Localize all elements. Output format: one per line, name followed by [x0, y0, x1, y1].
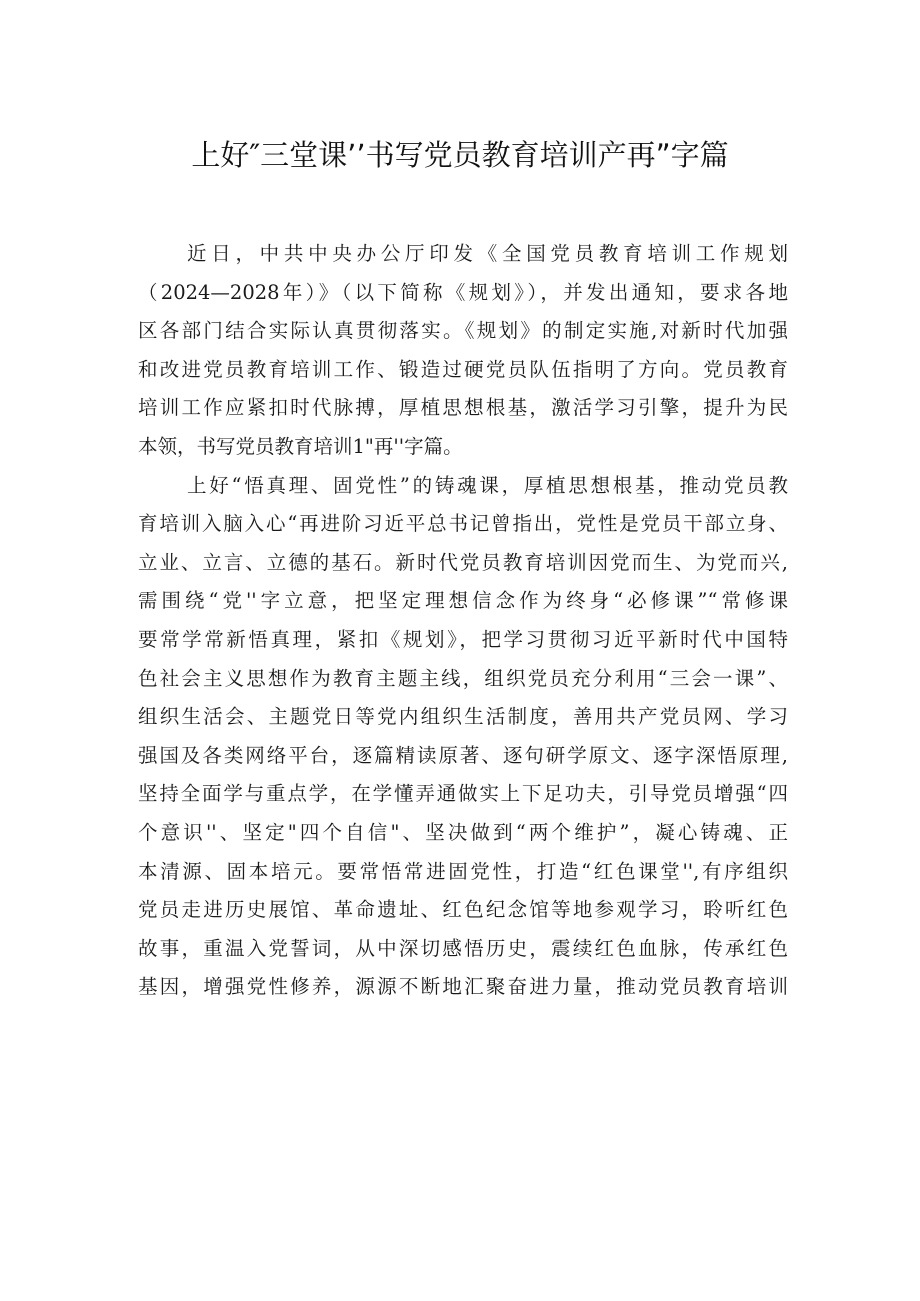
paragraph-2-line-5: 要常学常新悟真理，紧扣《规划》，把学习贯彻习近平新时代中国特: [138, 627, 788, 651]
paragraph-2-line-6: 色社会主义思想作为教育主题主线，组织党员充分利用“三会一课”、: [138, 666, 788, 690]
paragraph-1-line-6: 本领，书写党员教育培训1"再''字篇。: [138, 434, 463, 458]
paragraph-2-line-1: 上好“悟真理、固党性”的铸魂课，厚植思想根基，推动党员教: [187, 473, 788, 497]
paragraph-2-line-2: 育培训入脑入心“再进阶习近平总书记曾指出，党性是党员干部立身、: [138, 512, 788, 536]
paragraph-2-line-12: 党员走进历史展馆、革命遗址、红色纪念馆等地参观学习，聆听红色: [138, 898, 788, 922]
paragraph-2-line-11: 本清源、固本培元。要常悟常进固党性，打造“红色课堂'',有序组织: [138, 859, 788, 883]
paragraph-2-line-3: 立业、立言、立德的基石。新时代党员教育培训因党而生、为党而兴,: [138, 550, 788, 574]
paragraph-2-line-8: 强国及各类网络平台，逐篇精读原著、逐句研学原文、逐字深悟原理,: [138, 743, 788, 767]
paragraph-2-line-7: 组织生活会、主题党日等党内组织生活制度，善用共产党员网、学习: [138, 705, 788, 729]
paragraph-2-line-4: 需围绕“党''字立意，把坚定理想信念作为终身“必修课”“常修课: [138, 589, 788, 613]
paragraph-1-line-4: 和改进党员教育培训工作、锻造过硬党员队伍指明了方向。党员教育: [138, 357, 788, 381]
paragraph-1-line-3: 区各部门结合实际认真贯彻落实。《规划》的制定实施,对新时代加强: [138, 319, 788, 343]
paragraph-2-line-9: 坚持全面学与重点学，在学懂弄通做实上下足功夫，引导党员增强“四: [138, 782, 788, 806]
paragraph-1-line-1: 近日，中共中央办公厅印发《全国党员教育培训工作规划: [187, 242, 788, 265]
document-title: 上好″三堂课’’书写党员教育培训产再”字篇: [191, 138, 729, 172]
paragraph-2-line-14: 基因，增强党性修养，源源不断地汇聚奋进力量，推动党员教育培训: [138, 975, 788, 999]
paragraph-1-line-2: （2024—2028年）》（以下简称《规划》），并发出通知，要求各地: [138, 280, 788, 304]
paragraph-2-line-10: 个意识''、坚定"四个自信"、坚决做到“两个维护”，凝心铸魂、正: [138, 820, 788, 844]
paragraph-2-line-13: 故事，重温入党誓词，从中深切感悟历史，震续红色血脉，传承红色: [138, 936, 788, 960]
paragraph-1-line-5: 培训工作应紧扣时代脉搏，厚植思想根基，激活学习引擎，提升为民: [138, 396, 788, 420]
document-body: [138, 235, 788, 1007]
